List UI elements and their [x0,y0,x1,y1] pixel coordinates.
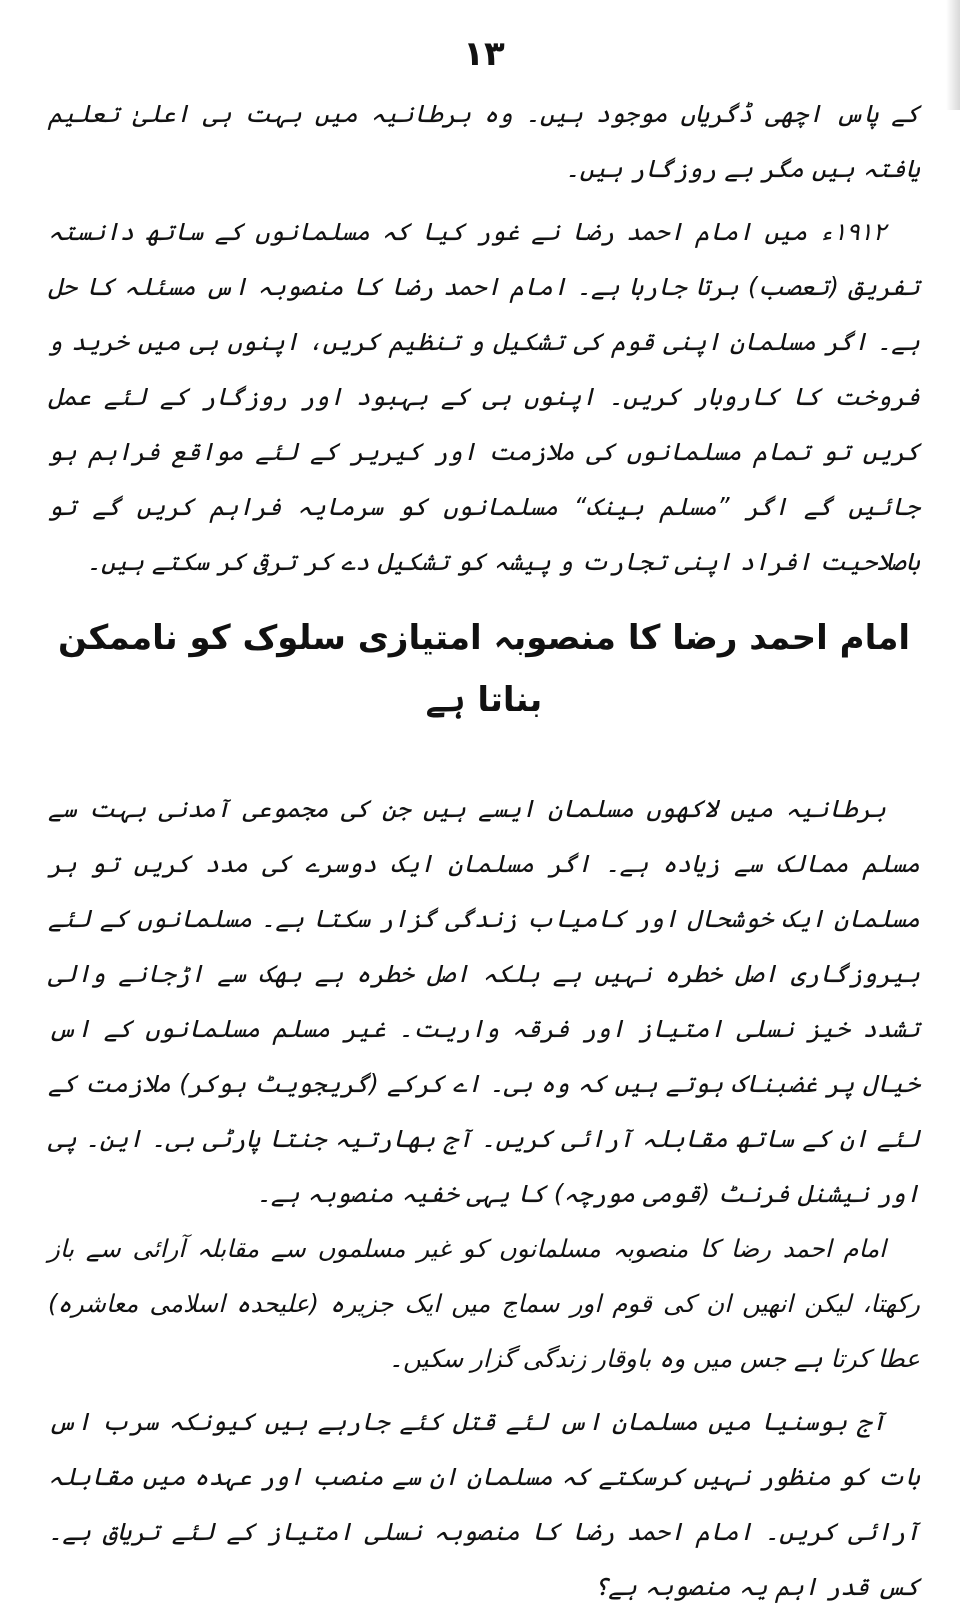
paragraph-1912: ۱۹۱۲ء میں امام احمد رضا نے غور کیا کہ مسلمانوں کے ساتھ دانستہ تفریق (تعصب) برتا جارہا ہے۔ امام احمد رضا کا منصوبہ اس مسئلہ کا حل ہے۔ اگر مسلمان اپنی قوم کی تشکیل و تنظیم کریں، اپنوں ہی میں خرید و فروخت کا کاروبار کریں۔ اپنوں ہی کے بہبود اور روزگار کے لئے عمل کریں تو تمام مسلمانوں کی ملازمت اور کیریر کے لئے مواقع فراہم ہو جائیں گے اگر ”مسلم بینک“ مسلمانوں کو سرمایہ فراہم کریں گے تو باصلاحیت افراد اپنی تجارت و پیشہ کو تشکیل دے کر ترقی کر سکتے ہیں۔ [48,217,920,576]
paragraph-britain: برطانیہ میں لاکھوں مسلمان ایسے ہیں جن کی مجموعی آمدنی بہت سے مسلم ممالک سے زیادہ ہے۔ اگر مسلمان ایک دوسرے کی مدد کریں تو ہر مسلمان ایک خوشحال اور کامیاب زندگی گزار سکتا ہے۔ مسلمانوں کے لئے بیروزگاری اصل خطرہ نہیں ہے بلکہ اصل خطرہ ہے بھک سے اڑجانے والی تشدد خیز نسلی امتیاز اور فرقہ واریت۔ غیر مسلم مسلمانوں کے اس خیال پر غضبناک ہوتے ہیں کہ وہ بی۔ اے کرکے (گریجویٹ ہوکر) ملازمت کے لئے ان کے ساتھ مقابلہ آرائی کریں۔ آج بھارتیہ جنتا پارٹی بی۔ این۔ پی اور نیشنل فرنٹ (قومی مورچہ) کا یہی خفیہ منصوبہ ہے۔ [48,794,920,1208]
paragraph-continuation: کے پاس اچھی ڈگریاں موجود ہیں۔ وہ برطانیہ میں بہت ہی اعلیٰ تعلیم یافتہ ہیں مگر بے روزگار ہیں۔ [48,99,920,183]
scan-edge-shadow [946,0,960,110]
page-number: ۱۳ [463,34,505,74]
section-heading: امام احمد رضا کا منصوبہ امتیازی سلوک کو ناممکن بناتا ہے [57,618,911,720]
paragraph-gap [48,196,920,204]
paragraph-bosnia: آج بوسنیا میں مسلمان اس لئے قتل کئے جارہے ہیں کیونکہ سرب اس بات کو منظور نہیں کرسکتے کہ مسلمان ان سے منصب اور عہدہ میں مقابلہ آرائی کریں۔ امام احمد رضا کا منصوبہ نسلی امتیاز کے لئے تریاق ہے۔ کس قدر اہم یہ منصوبہ ہے؟ [48,1407,920,1601]
paragraph-gap [48,1386,920,1394]
paragraph-plan: امام احمد رضا کا منصوبہ مسلمانوں کو غیر مسلموں سے مقابلہ آرائی سے باز رکھتا، لیکن انھیں ان کی قوم اور سماج میں ایک جزیرہ (علیحدہ اسلامی معاشرہ) عطا کرتا ہے جس میں وہ باوقار زندگی گزار سکیں۔ [48,1234,920,1373]
